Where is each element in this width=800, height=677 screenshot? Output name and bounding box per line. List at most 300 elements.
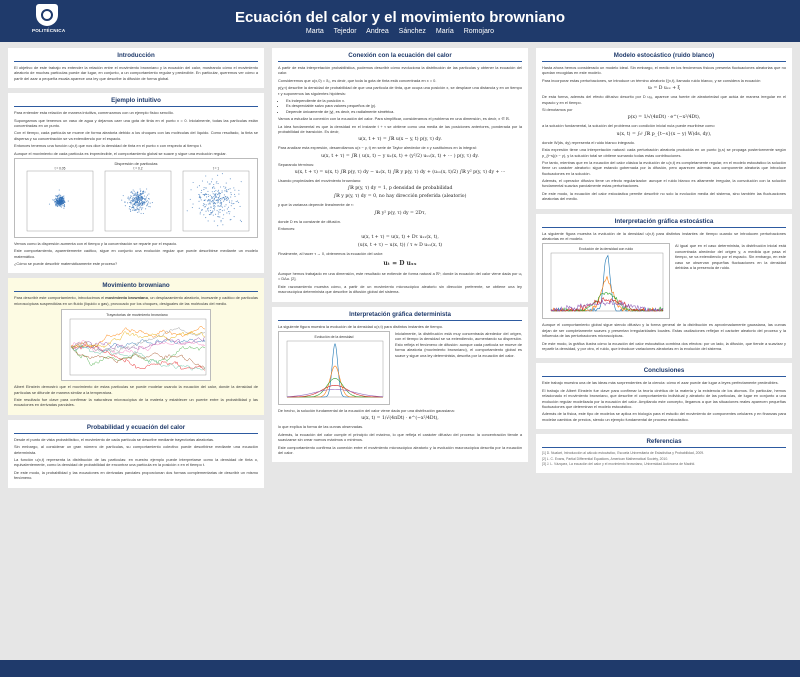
particle-point [237,200,238,201]
particle-point [142,199,143,200]
particle-point [63,199,64,200]
particle-point [135,205,136,206]
particle-point [142,201,143,202]
particle-point [147,200,148,201]
particle-point [213,205,214,206]
paragraph: Con el tiempo, cada partícula se mueve de forma aleatoria debido a los choques con las moléculas del líquido. Como resultado, la tinta se dispersa y su concentración se va extendiendo por el espacio. [14,130,258,141]
noise-density-chart [543,244,669,318]
particle-point [229,202,230,203]
particle-point [223,197,224,198]
hypothesis-list [286,98,522,114]
particle-point [211,213,212,214]
particle-point [146,188,147,189]
paragraph: Separando términos: [278,161,315,167]
equation: ∫ℝ y p(y, τ) dy = 0, no hay dirección preferida (aleatorio) [333,194,467,200]
particle-point [134,208,135,209]
section-heading: Interpretación gráfica determinista [278,311,522,321]
particle-point [229,211,230,212]
particle-point [137,201,138,202]
heat-equation: uₜ = D uₓₓ [383,260,417,268]
paragraph: Este comportamiento, aparentemente caótico, sigue en conjunto una evolución regular que puede describirse mediante un modelo matemático. [14,248,258,259]
particle-point [205,206,206,207]
particle-point [226,212,227,213]
particle-point [219,206,220,207]
paragraph: Consideremos que u(x,0) = δ₀, es decir, que toda la gota de tinta está concentrada en x = 0. [278,77,437,83]
particle-point [137,212,138,213]
particle-point [141,198,142,199]
paragraph: Si denotamos por [542,106,573,112]
particle-point [214,202,215,203]
section-referencias [536,434,792,473]
particle-point [213,196,214,197]
particle-point [56,195,57,196]
particle-point [203,214,204,215]
particle-point [220,202,221,203]
particle-point [144,195,145,196]
paragraph: Aunque hemos trabajado en una dimensión, este resultado se extiende de forma natural a ℝⁿ, donde la ecuación del calor viene dada por uₜ = DΔu. [2]. [278,271,522,282]
particle-point [137,194,138,195]
particle-point [223,186,224,187]
particle-point [230,188,231,189]
dispersion-figure [14,158,258,238]
particle-point [210,183,211,184]
equation: ∫ℝ p(y, τ) dy = 1, p densidad de probabilidad [347,186,453,192]
particle-point [139,194,140,195]
paragraph: Aunque el movimiento de cada partícula es impredecible, el comportamiento global se suave y sigue una evolución regular. [14,150,227,156]
particle-point [236,201,237,202]
particle-point [220,200,221,201]
particle-point [141,194,142,195]
particle-point [150,206,151,207]
particle-point [213,184,214,185]
particle-point [57,195,58,196]
particle-point [220,209,221,210]
particle-point [222,218,223,219]
paragraph: Para entender esta relación de manera intuitiva, comenzamos con un ejemplo físico sencillo. [14,110,174,116]
particle-point [219,192,220,193]
reference-item: [3] J. L. Vázquez, La ecuación del calor y el movimiento browniano, Universidad Autónoma de Madrid. [542,462,696,467]
particle-point [222,197,223,198]
particle-point [214,206,215,207]
equation: u(x, t + τ) = u(x, t) ∫ℝ p(y, τ) dy − uₓ(x, t) ∫ℝ y p(y, τ) dy + (uₓₓ(x, t)/2) ∫ℝ y² p(y, τ) dy + ··· [294,170,506,176]
particle-point [222,207,223,208]
particle-point [134,191,135,192]
paragraph: Aunque el comportamiento global sigue siendo difusivo y la forma general de la distribución es aproximadamente gaussiana, las curvas dejan de ser completamente suaves y presentan irregularidades locales. Estas oscilaciones reflejan el carácter aleatorio del proceso y la influencia de las perturbaciones microscópicas. [542,322,786,339]
particle-point [147,203,148,204]
particle-point [232,203,233,204]
particle-point [132,205,133,206]
particle-point [137,208,138,209]
particle-point [226,189,227,190]
particle-point [131,200,132,201]
particle-point [193,203,194,204]
particle-point [58,195,59,196]
particle-point [60,206,61,207]
particle-point [143,193,144,194]
particle-point [140,195,141,196]
particle-point [139,201,140,202]
particle-point [229,200,230,201]
plot-frame [287,341,383,397]
chart-title: Evolución de la densidad [314,334,354,339]
particle-point [215,193,216,194]
noise-density-figure [542,243,670,319]
paragraph: ¿Cómo se puede describir matemáticamente este proceso? [14,261,118,267]
particle-point [139,207,140,208]
paragraph: Este comportamiento confirma la conexión entre el movimiento microscópico aleatorio y la evolución macroscópica descrita por la ecuación del calor. [278,444,522,455]
paragraph: p(y,τ) describe la densidad de probabilidad de que una partícula de tinta, que ocupa una posición x, se desplace una distancia y en un tiempo τ y suponemos las siguientes hipótesis: [278,85,522,96]
particle-point [59,200,60,201]
particle-point [62,201,63,202]
particle-point [130,192,131,193]
particle-point [234,216,235,217]
particle-point [233,187,234,188]
particle-point [214,209,215,210]
particle-point [141,207,142,208]
density-figure [278,331,390,405]
particle-point [136,197,137,198]
author: Andrea Sánchez [366,28,426,35]
particle-point [222,224,223,225]
particle-point [130,195,131,196]
particle-point [240,206,241,207]
particle-point [214,205,215,206]
particle-point [128,198,129,199]
particle-point [215,194,216,195]
paragraph: Además, la ecuación del calor cumple el principio del máximo, lo que refleja el carácter difusivo del proceso: la concentración tiende a suavizarse sin crear nuevos máximos o mínimos. [278,431,522,443]
particle-point [219,196,220,197]
chart-title: Trayectorias de movimiento browniano [106,313,168,318]
particle-point [222,210,223,211]
particle-point [134,194,135,195]
particle-point [140,188,141,189]
particle-point [205,217,206,218]
particle-point [140,199,141,200]
particle-point [135,192,136,193]
paragraph: a la solución fundamental, la solución del problema con condición inicial nula puede escribirse como [542,123,715,129]
particle-point [52,199,53,200]
particle-point [149,198,150,199]
particle-point [136,195,137,196]
particle-point [227,199,228,200]
particle-point [190,199,191,200]
paragraph: Este resultado fue clave para confirmar la naturaleza microscópica de la materia y establecer un puente entre la probabilidad y las ecuaciones en derivadas parciales. [14,397,258,408]
particle-point [205,211,206,212]
particle-point [207,191,208,192]
particle-point [218,216,219,217]
particle-point [127,202,128,203]
section-interpretacion-estocastica [536,214,792,359]
particle-point [202,180,203,181]
poster-title: Ecuación del calor y el movimiento browniano [234,9,566,26]
particle-point [57,199,58,200]
paragraph: Además de la física, este tipo de modelos se aplica en biología para el estudio del movimiento de componentes celulares y en finanzas para modelar cambios de precios, siendo un ejemplo fundamental de proceso estocástico. [542,411,786,422]
particle-point [143,213,144,214]
particle-point [228,207,229,208]
particle-point [59,194,60,195]
equation: u(x, t + τ) = ∫ℝ u(x − y, t) p(y, τ) dy. [358,137,442,143]
paragraph: y que la varianza depende linealmente de τ: [278,202,354,208]
density-curve [551,277,663,311]
particle-point [215,214,216,215]
particle-point [213,215,214,216]
particle-point [137,198,138,199]
particle-point [217,202,218,203]
poster-header [0,0,800,42]
particle-point [216,200,217,201]
particle-point [213,203,214,204]
particle-point [212,201,213,202]
author: Marta Tejedor [305,28,357,35]
particle-point [59,198,60,199]
particle-point [125,201,126,202]
particle-point [217,175,218,176]
particle-point [145,191,146,192]
section-introduccion [8,48,264,88]
trajectories-figure [61,309,211,381]
paragraph: Finalmente, al hacer τ → 0, obtenemos la ecuación del calor: [278,250,384,256]
density-curve [551,298,663,311]
particle-point [219,209,220,210]
particle-point [140,193,141,194]
particle-point [143,198,144,199]
equation: p(x) = 1/√(4πDt) · e^(−x²/4Dt), [627,115,701,121]
particle-point [207,181,208,182]
particle-point [203,205,204,206]
particle-point [207,208,208,209]
particle-point [140,191,141,192]
particle-point [150,203,151,204]
particle-point [140,204,141,205]
figure-row [278,331,522,405]
particle-point [225,188,226,189]
particle-point [240,220,241,221]
particle-point [131,207,132,208]
particle-point [221,202,222,203]
paragraph: Por tanto, mientras que en la ecuación del calor clásica la evolución de u(x,t) es completamente regular, en el modelo estocástico la solución tiene un carácter aleatorio: sigue estando gobernada por la difusión, pero aparecen además una componente aleatoria que introduce fluctuaciones en la solución. [542,159,786,176]
particle-point [61,206,62,207]
particle-point [212,200,213,201]
paragraph: Albert Einstein demostró que el movimiento de estas partículas se puede modelar usando la ecuación del calor, donde la densidad de partículas se difunde de manera similar a la temperatura. [14,384,258,395]
particle-point [131,196,132,197]
particle-point [217,216,218,217]
particle-point [204,195,205,196]
particle-point [213,208,214,209]
particle-point [205,199,206,200]
particle-point [148,206,149,207]
particle-point [132,200,133,201]
paragraph: El trabajo de Albert Einstein fue clave para confirmar la teoría cinética de la materia y la existencia de los átomos. En particular, hemos relacionado el movimiento browniano, que describe el comportamiento individual y aleatorio de las partículas, de lugar en conjunto a una evolución regular modelizada por la ecuación del calor. Ampliando este concepto, llegamos a que las situaciones reales aparecen pequeñas fluctuaciones que determinan el modelo estocástico. [542,387,786,409]
paragraph: Esta expresión tiene una interpretación natural: cada perturbación aleatoria producida en un punto (y,s) se propaga posteriormente según p_{t−s}(x − y), y la solución total se obtiene sumando todas estas contribuciones. [542,147,786,158]
particle-point [213,193,214,194]
particle-point [55,198,56,199]
column-right [536,48,792,478]
particle-point [204,200,205,201]
paragraph: donde D es la constante de difusión. [278,218,341,224]
particle-point [133,197,134,198]
particle-point [218,190,219,191]
particle-point [138,203,139,204]
particle-point [146,201,147,202]
particle-point [220,198,221,199]
particle-point [228,198,229,199]
particle-point [59,197,60,198]
particle-point [216,182,217,183]
particle-point [230,196,231,197]
particle-point [132,193,133,194]
particle-point [62,198,63,199]
particle-point [130,197,131,198]
particle-point [130,211,131,212]
particle-point [59,205,60,206]
particle-point [222,173,223,174]
equation: uₜ = D uₓₓ + ξ [647,86,681,92]
particle-point [218,183,219,184]
particle-point [226,190,227,191]
particle-point [138,211,139,212]
particle-point [197,187,198,188]
particle-point [145,208,146,209]
section-interpretacion-determinista [272,307,528,463]
particle-point [214,220,215,221]
particle-point [208,220,209,221]
particle-point [217,205,218,206]
panel-label: t = 0.05 [54,166,66,171]
section-conclusiones [536,363,792,429]
particle-point [136,199,137,200]
paragraph: De hecho, la solución fundamental de la ecuación del calor viene dada por una distribución gaussiana: [278,407,455,413]
particle-point [215,190,216,191]
particle-point [62,202,63,203]
trajectory-line [71,332,205,349]
list-item: • Es independiente de la posición x. [286,98,522,103]
paragraph: Desde el punto de vista probabilístico, el movimiento de cada partícula se describe mediante trayectorias aleatorias. [14,436,215,442]
paragraph: Este razonamiento muestra cómo, a partir de un movimiento microscópico aleatorio sin dirección preferente, se obtiene una ley macroscópica determinista que describe la difusión global del sistema. [278,283,522,295]
particle-point [224,198,225,199]
particle-point [142,202,143,203]
equation: u(x, t) = 1/√(4πDt) · e^(−x²/4Dt), [361,416,439,422]
particle-point [210,210,211,211]
particle-point [146,196,147,197]
particle-point [220,193,221,194]
particle-point [223,214,224,215]
paragraph: Para analizar esta expresión, desarrollamos u(x − y, t) en serie de Taylor alrededor de x y sustituimos en la integral: [278,145,477,151]
particle-point [208,196,209,197]
particle-point [230,219,231,220]
particle-point [135,202,136,203]
particle-point [129,199,130,200]
list-item: • Depende únicamente de |y|, es decir, es radialmente simétrica. [286,109,522,114]
particle-point [136,204,137,205]
density-chart [279,332,389,404]
section-heading: Referencias [542,438,786,448]
particle-point [216,181,217,182]
paragraph: lo que explica la forma de las curvas observadas. [278,424,364,430]
section-heading: Conexión con la ecuación del calor [278,52,522,62]
particle-point [148,201,149,202]
equation: u(x, t) = ∫₀ᵗ ∫ℝ p_{t−s}(x − y) W(ds, dy), [616,131,712,137]
particle-point [221,204,222,205]
logo-text: POLITÉCNICA [32,28,66,33]
particle-point [218,213,219,214]
particle-point [136,202,137,203]
particle-point [207,200,208,201]
particle-point [138,209,139,210]
particle-point [63,200,64,201]
particle-point [64,202,65,203]
figure-row [542,243,786,319]
particle-point [64,201,65,202]
particle-point [138,204,139,205]
particle-point [199,196,200,197]
particle-point [199,208,200,209]
particle-point [220,221,221,222]
particle-point [208,210,209,211]
particle-point [212,210,213,211]
particle-point [212,191,213,192]
particle-point [234,190,235,191]
particle-point [123,195,124,196]
particle-point [218,202,219,203]
particle-point [212,197,213,198]
particle-point [132,199,133,200]
particle-point [133,204,134,205]
particle-point [223,201,224,202]
particle-point [144,202,145,203]
particle-point [231,202,232,203]
chart-title: Evolución de la densidad con ruido [578,247,634,252]
particle-point [198,194,199,195]
section-modelo-estocastico [536,48,792,209]
paragraph: Además, el operador difusivo tiene un efecto regularizador: aunque el ruido blanco es altamente irregular, la convolución con la solución fundamental suaviza parcialmente estas perturbaciones. [542,178,786,189]
particle-point [62,196,63,197]
particle-point [208,194,209,195]
particle-point [138,196,139,197]
particle-point [214,191,215,192]
particle-point [199,185,200,186]
particle-point [132,198,133,199]
particle-point [212,188,213,189]
particle-point [224,190,225,191]
equation: (u(x, t + τ) − u(x, t)) / τ ≈ D uₓₓ(x, t) [357,242,443,248]
particle-point [219,199,220,200]
particle-point [225,204,226,205]
particle-point [133,207,134,208]
density-curve [287,366,383,397]
particle-point [134,200,135,201]
particle-point [221,192,222,193]
particle-point [141,200,142,201]
particle-point [49,203,50,204]
particle-point [222,190,223,191]
particle-point [217,225,218,226]
particle-point [207,209,208,210]
particle-point [219,216,220,217]
panel-label: t = 1 [212,166,220,171]
particle-point [213,186,214,187]
particle-point [62,205,63,206]
particle-point [138,198,139,199]
section-conexion [272,48,528,302]
column-middle [272,48,528,467]
panel-label: t = 0.2 [133,166,143,171]
particle-point [121,199,122,200]
particle-point [140,194,141,195]
particle-point [201,190,202,191]
particle-point [226,198,227,199]
reference-item: [2] L. C. Evans, Partial Differential Equations, American Mathematical Society, 2010. [542,456,669,461]
particle-point [217,194,218,195]
